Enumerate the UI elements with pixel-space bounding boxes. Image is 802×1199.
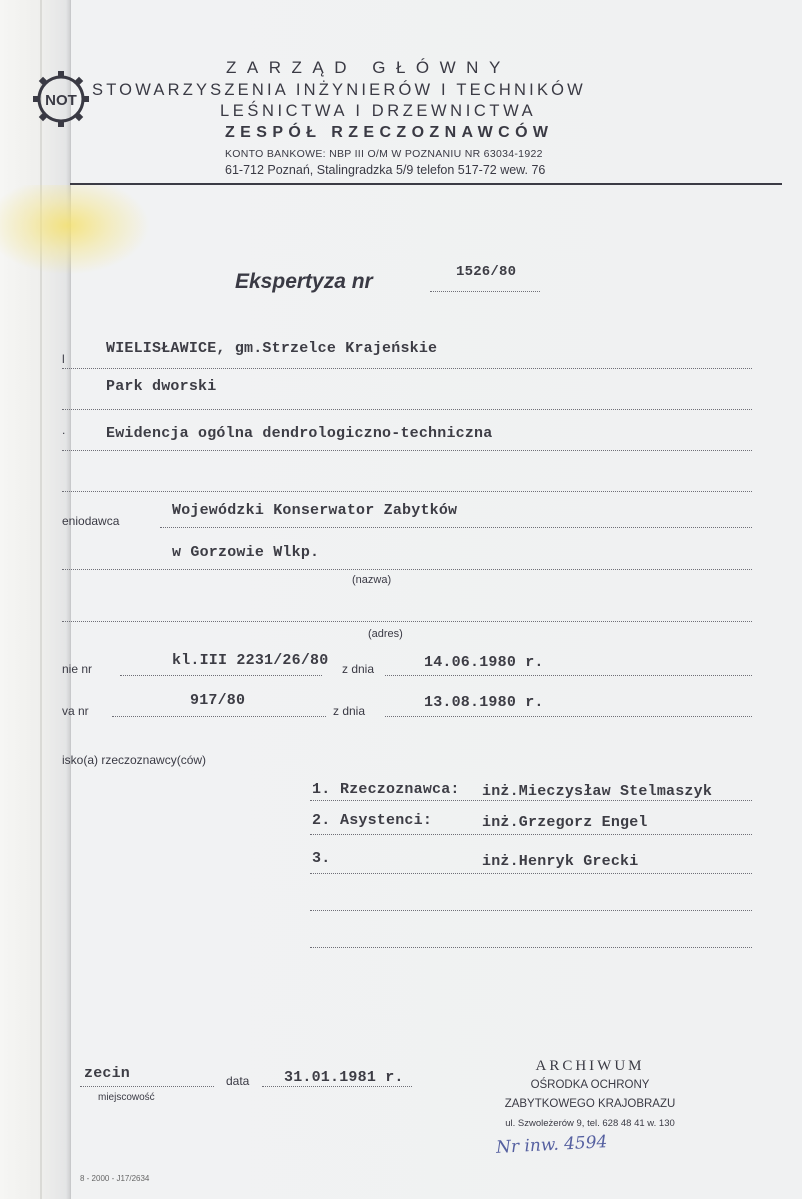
place: zecin [84,1065,131,1082]
print-code: 8 - 2000 - J17/2634 [80,1174,150,1183]
order2-label: va nr [62,704,89,718]
stamp-line-4: ul. Szwoleżerów 9, tel. 628 48 41 w. 130 [505,1118,675,1129]
order2-number: 917/80 [190,692,246,709]
handwritten-inventory-note: Nr inw. 4594 [495,1132,608,1158]
date-label: data [226,1074,250,1088]
org-address: 61-712 Poznań, Stalingradzka 5/9 telefon 517-72 wew. 76 [225,163,546,177]
bank-account: KONTO BANKOWE: NBP III O/M W POZNANIU NR 63034-1922 [225,148,543,160]
stamp-line-1: ARCHIWUM [535,1058,645,1074]
expert2-name: inż.Grzegorz Engel [482,814,648,831]
stamp-line-2: OŚRODKA OCHRONY [530,1079,650,1091]
expert3-number: 3. [312,850,331,867]
folded-page-edge [0,0,71,1199]
expert1-role: Rzeczoznawca: [340,781,460,798]
header-rule [70,183,782,185]
subject-scope: Ewidencja ogólna dendrologiczno-techniczna [106,425,493,442]
expert1-number: 1. [312,781,331,798]
subject-object: Park dworski [106,378,217,395]
place-caption: miejscowość [98,1092,155,1103]
client-label: eniodawca [62,514,120,528]
expert2-number: 2. [312,812,331,829]
header-line-4: ZESPÓŁ RZECZOZNAWCÓW [225,124,554,141]
order1-number: kl.III 2231/26/80 [172,652,329,669]
paper-stain [0,185,150,275]
order2-date: 13.08.1980 r. [424,694,544,711]
expertise-number: 1526/80 [456,264,517,280]
header-line-3: LEŚNICTWA I DRZEWNICTWA [220,102,537,120]
expert1-name: inż.Mieczysław Stelmaszyk [482,783,713,800]
name-caption: (nazwa) [352,574,392,586]
margin-mark: l [62,352,65,366]
order2-date-label: z dnia [333,704,366,718]
order1-date: 14.06.1980 r. [424,654,544,671]
order1-date-label: z dnia [342,662,375,676]
order1-label: nie nr [62,662,93,676]
issue-date: 31.01.1981 r. [284,1069,404,1086]
header-line-2: STOWARZYSZENIA INŻYNIERÓW I TECHNIKÓW [92,81,586,99]
experts-label: isko(a) rzeczoznawcy(ców) [62,753,207,767]
header-line-1: ZARZĄD GŁÓWNY [226,58,511,77]
subject-location: WIELISŁAWICE, gm.Strzelce Krajeńskie [106,340,438,357]
client-city: w Gorzowie Wlkp. [172,544,320,561]
expert3-name: inż.Henryk Grecki [482,853,639,870]
stamp-line-3: ZABYTKOWEGO KRAJOBRAZU [504,1098,676,1110]
address-caption: (adres) [368,628,403,640]
logo-text: NOT [45,92,77,109]
expert2-role: Asystenci: [340,812,433,829]
margin-mark: . [62,423,66,437]
not-logo-icon [30,68,92,130]
client-name: Wojewódzki Konserwator Zabytków [172,502,458,519]
expertise-title: Ekspertyza nr [235,270,373,293]
